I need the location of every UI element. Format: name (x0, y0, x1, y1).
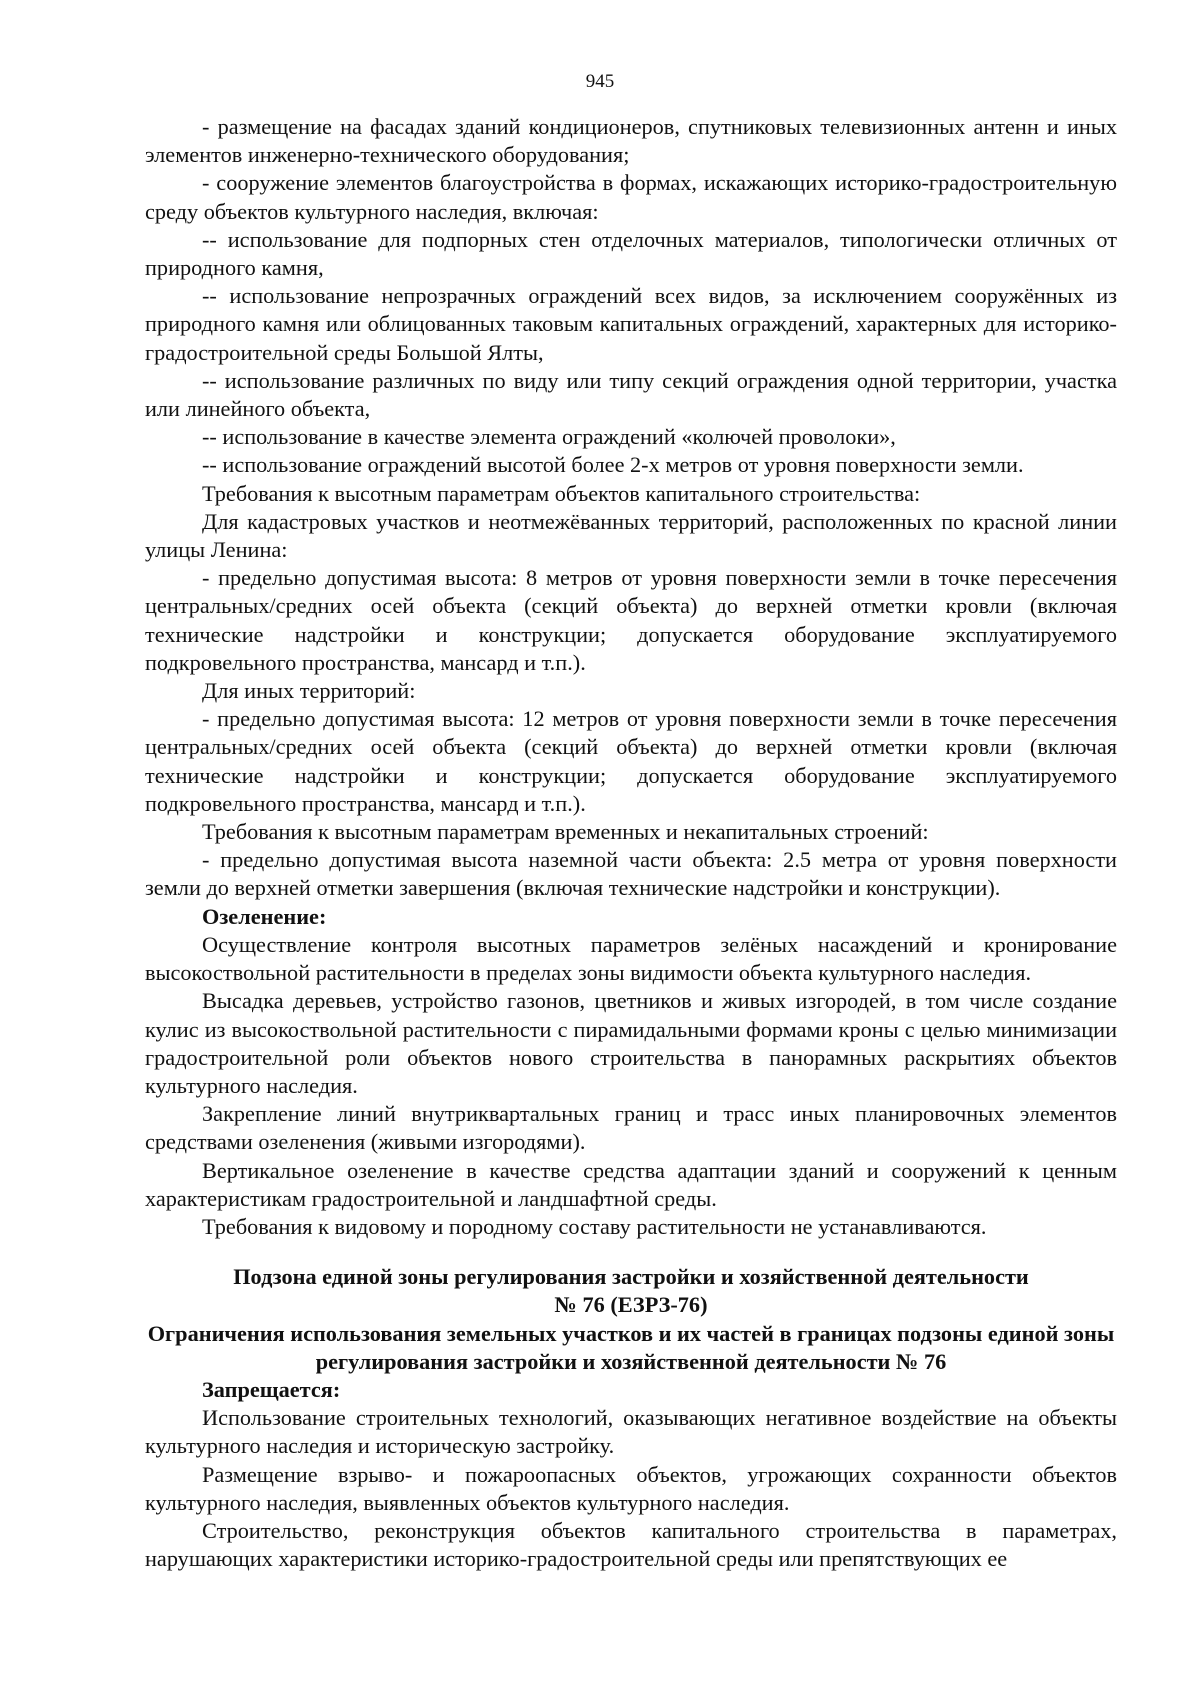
paragraph: -- использование в качестве элемента ограждений «колючей проволоки», (202, 424, 896, 450)
paragraph: - размещение на фасадах зданий кондиционеров, спутниковых телевизионных антенн и иных элементов инженерно-технического оборудования; (145, 114, 1117, 168)
paragraph: Требования к высотным параметрам временных и некапитальных строений: (202, 819, 929, 845)
paragraph: Строительство, реконструкция объектов капитального строительства в параметрах, нарушающих характеристики историко-градостроительной среды или препятствующих ее (145, 1517, 1117, 1572)
paragraph: - сооружение элементов благоустройства в формах, искажающих историко-градостроительную среду объектов культурного наследия, включая: (145, 170, 1117, 224)
paragraph: Требования к высотным параметрам объектов капитального строительства: (202, 480, 921, 506)
paragraph: Вертикальное озеленение в качестве средства адаптации зданий и сооружений к ценным характеристикам градостроительной и ландшафтной среды. (145, 1157, 1117, 1211)
paragraph: - предельно допустимая высота: 12 метров от уровня поверхности земли в точке пересечения центральных/средних осей объекта (секций объекта) до верхней отметки кровли (включая технические надстройки и конструкции; допускается оборудование эксплуатируемого подкровельного пространства, мансард и т.п.). (145, 706, 1117, 816)
paragraph: - предельно допустимая высота: 8 метров от уровня поверхности земли в точке пересечения центральных/средних осей объекта (секций объекта) до верхней отметки кровли (включая технические надстройки и конструкции; допускается оборудование эксплуатируемого подкровельного пространства, мансард и т.п.). (145, 565, 1117, 675)
subzone-heading-line1: Подзона единой зоны регулирования застройки и хозяйственной деятельности (233, 1264, 1029, 1290)
paragraph: Размещение взрыво- и пожароопасных объектов, угрожающих сохранности объектов культурного наследия, выявленных объектов культурного наследия. (145, 1461, 1117, 1515)
paragraph: Закрепление линий внутриквартальных границ и трасс иных планировочных элементов средствами озеленения (живыми изгородями). (145, 1101, 1117, 1155)
page-number: 945 (585, 71, 615, 92)
paragraph: Для иных территорий: (202, 678, 416, 704)
paragraph: -- использование ограждений высотой более 2-х метров от уровня поверхности земли. (202, 452, 1024, 478)
paragraph: -- использование для подпорных стен отделочных материалов, типологически отличных от природного камня, (145, 226, 1117, 281)
paragraph: - предельно допустимая высота наземной части объекта: 2.5 метра от уровня поверхности земли до верхней отметки завершения (включая технические надстройки и конструкции). (145, 847, 1117, 901)
paragraph: Высадка деревьев, устройство газонов, цветников и живых изгородей, в том числе создание кулис из высокоствольной растительности с пирамидальными формами кроны с целью минимизации градостроительной роли объектов нового строительства в панорамных раскрытиях объектов культурного наследия. (145, 988, 1117, 1098)
restrictions-heading: Ограничения использования земельных участков и их частей в границах подзоны единой зоны регулирования застройки и хозяйственной деятельности № 76 (147, 1320, 1115, 1374)
paragraph: -- использование непрозрачных ограждений всех видов, за исключением сооружённых из природного камня или облицованных таковым капитальных ограждений, характерных для историко-градостроительной среды Большой Ялты, (145, 283, 1117, 365)
paragraph: Осуществление контроля высотных параметров зелёных насаждений и кронирование высокоствольной растительности в пределах зоны видимости объекта культурного наследия. (145, 931, 1117, 986)
document-body (145, 113, 1117, 1573)
forbidden-heading: Запрещается: (202, 1376, 341, 1402)
paragraph: -- использование различных по виду или типу секций ограждения одной территории, участка или линейного объекта, (145, 367, 1117, 422)
paragraph: Для кадастровых участков и неотмежёванных территорий, расположенных по красной линии улицы Ленина: (145, 508, 1117, 563)
subzone-heading-line2: № 76 (ЕЗРЗ-76) (554, 1292, 708, 1318)
paragraph: Использование строительных технологий, оказывающих негативное воздействие на объекты культурного наследия и историческую застройку. (145, 1405, 1117, 1459)
section-heading-ozelenenie: Озеленение: (202, 903, 327, 929)
paragraph: Требования к видовому и породному составу растительности не устанавливаются. (202, 1213, 987, 1239)
section-spacer (145, 1241, 1117, 1263)
